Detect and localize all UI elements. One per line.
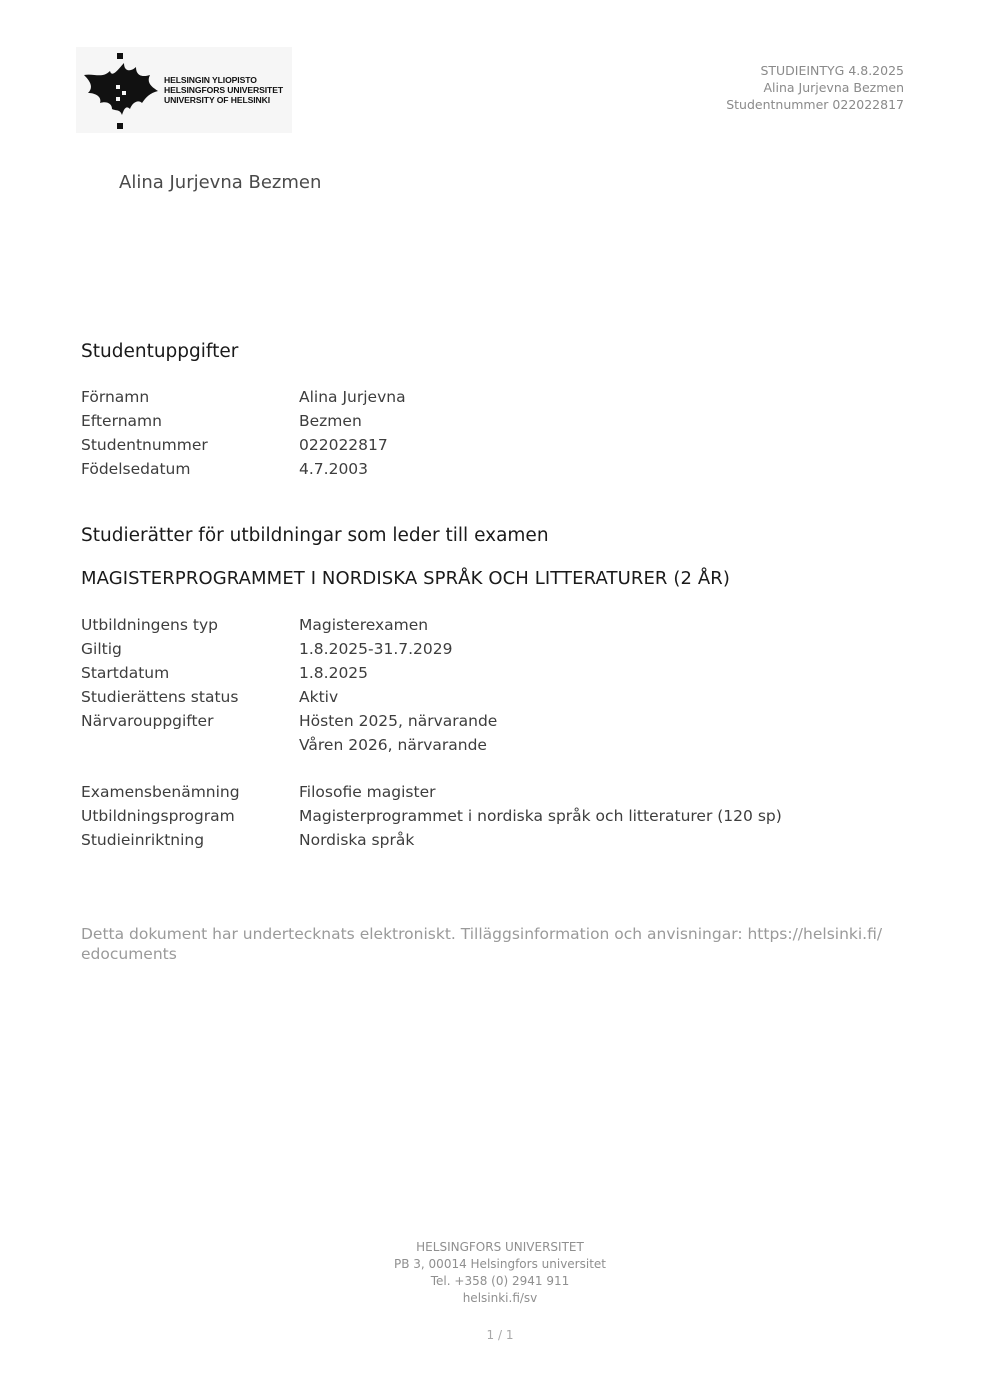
study-right-row: [81, 685, 497, 709]
note-line-continued: edocuments: [81, 945, 177, 963]
student-info-row: [81, 457, 406, 481]
electronic-signature-note: [81, 924, 901, 964]
field-value: Våren 2026, närvarande: [299, 736, 487, 754]
field-value: 1.8.2025: [299, 664, 369, 682]
document-type-date: STUDIEINTYG 4.8.2025: [760, 63, 904, 78]
field-value: Bezmen: [299, 412, 362, 430]
program-title: MAGISTERPROGRAMMET I NORDISKA SPRÅK OCH LITTERATURER (2 ÅR): [81, 568, 731, 589]
study-right-row: [81, 661, 497, 685]
field-value: Alina Jurjevna: [299, 388, 406, 406]
field-value: Nordiska språk: [299, 831, 415, 849]
field-label: Efternamn: [81, 412, 162, 430]
field-value: Magisterprogrammet i nordiska språk och litteraturer (120 sp): [299, 807, 782, 825]
field-value: 4.7.2003: [299, 460, 369, 478]
field-value: Hösten 2025, närvarande: [299, 712, 498, 730]
study-right-row: [81, 637, 497, 661]
field-value: 022022817: [299, 436, 388, 454]
logo-line-swedish: HELSINGFORS UNIVERSITET: [164, 85, 283, 95]
field-label: Utbildningens typ: [81, 616, 218, 634]
footer-phone: Tel. +358 (0) 2941 911: [430, 1274, 570, 1288]
university-logo: [76, 47, 292, 133]
footer-address: PB 3, 00014 Helsingfors universitet: [394, 1257, 606, 1271]
field-label: Startdatum: [81, 664, 170, 682]
recipient-name: Alina Jurjevna Bezmen: [119, 172, 322, 193]
degree-info-row: [81, 780, 782, 804]
student-info-row: [81, 433, 406, 457]
page-number: 1 / 1: [486, 1328, 514, 1342]
study-rights-heading: Studierätter för utbildningar som leder till examen: [81, 525, 549, 546]
student-info-row: [81, 409, 406, 433]
field-value: Magisterexamen: [299, 616, 429, 634]
logo-line-finnish: HELSINGIN YLIOPISTO: [164, 75, 257, 85]
header-student-number: Studentnummer 022022817: [726, 97, 904, 112]
field-label: Födelsedatum: [81, 460, 191, 478]
study-right-row: [81, 613, 497, 637]
study-rights-table: [81, 613, 497, 757]
field-value: Aktiv: [299, 688, 339, 706]
logo-line-english: UNIVERSITY OF HELSINKI: [164, 95, 271, 105]
field-label: Utbildningsprogram: [81, 807, 235, 825]
header-student-name: Alina Jurjevna Bezmen: [763, 80, 904, 95]
study-right-row: [81, 709, 497, 733]
note-line: Detta dokument har undertecknats elektroniskt. Tilläggsinformation och anvisningar: https://helsinki.fi/: [81, 925, 883, 943]
footer-website: helsinki.fi/sv: [462, 1291, 538, 1305]
logo-wordmark: [164, 75, 283, 105]
field-label: Giltig: [81, 640, 122, 658]
student-info-heading: Studentuppgifter: [81, 341, 239, 362]
field-label: Förnamn: [81, 388, 150, 406]
field-label: Närvarouppgifter: [81, 712, 214, 730]
page-footer: [0, 1239, 1000, 1307]
field-label: Studierättens status: [81, 688, 239, 706]
degree-info-row: [81, 804, 782, 828]
document-header-info: [726, 62, 904, 113]
student-info-table: [81, 385, 406, 481]
field-value: Filosofie magister: [299, 783, 436, 801]
study-right-row: [81, 733, 497, 757]
field-label: [81, 733, 299, 757]
field-label: Studieinriktning: [81, 831, 205, 849]
field-value: 1.8.2025-31.7.2029: [299, 640, 453, 658]
field-label: Examensbenämning: [81, 783, 240, 801]
flame-emblem-icon: [80, 53, 160, 129]
student-info-row: [81, 385, 406, 409]
footer-organization: HELSINGFORS UNIVERSITET: [416, 1240, 584, 1254]
field-label: Studentnummer: [81, 436, 208, 454]
degree-info-row: [81, 828, 782, 852]
degree-info-table: [81, 780, 782, 852]
